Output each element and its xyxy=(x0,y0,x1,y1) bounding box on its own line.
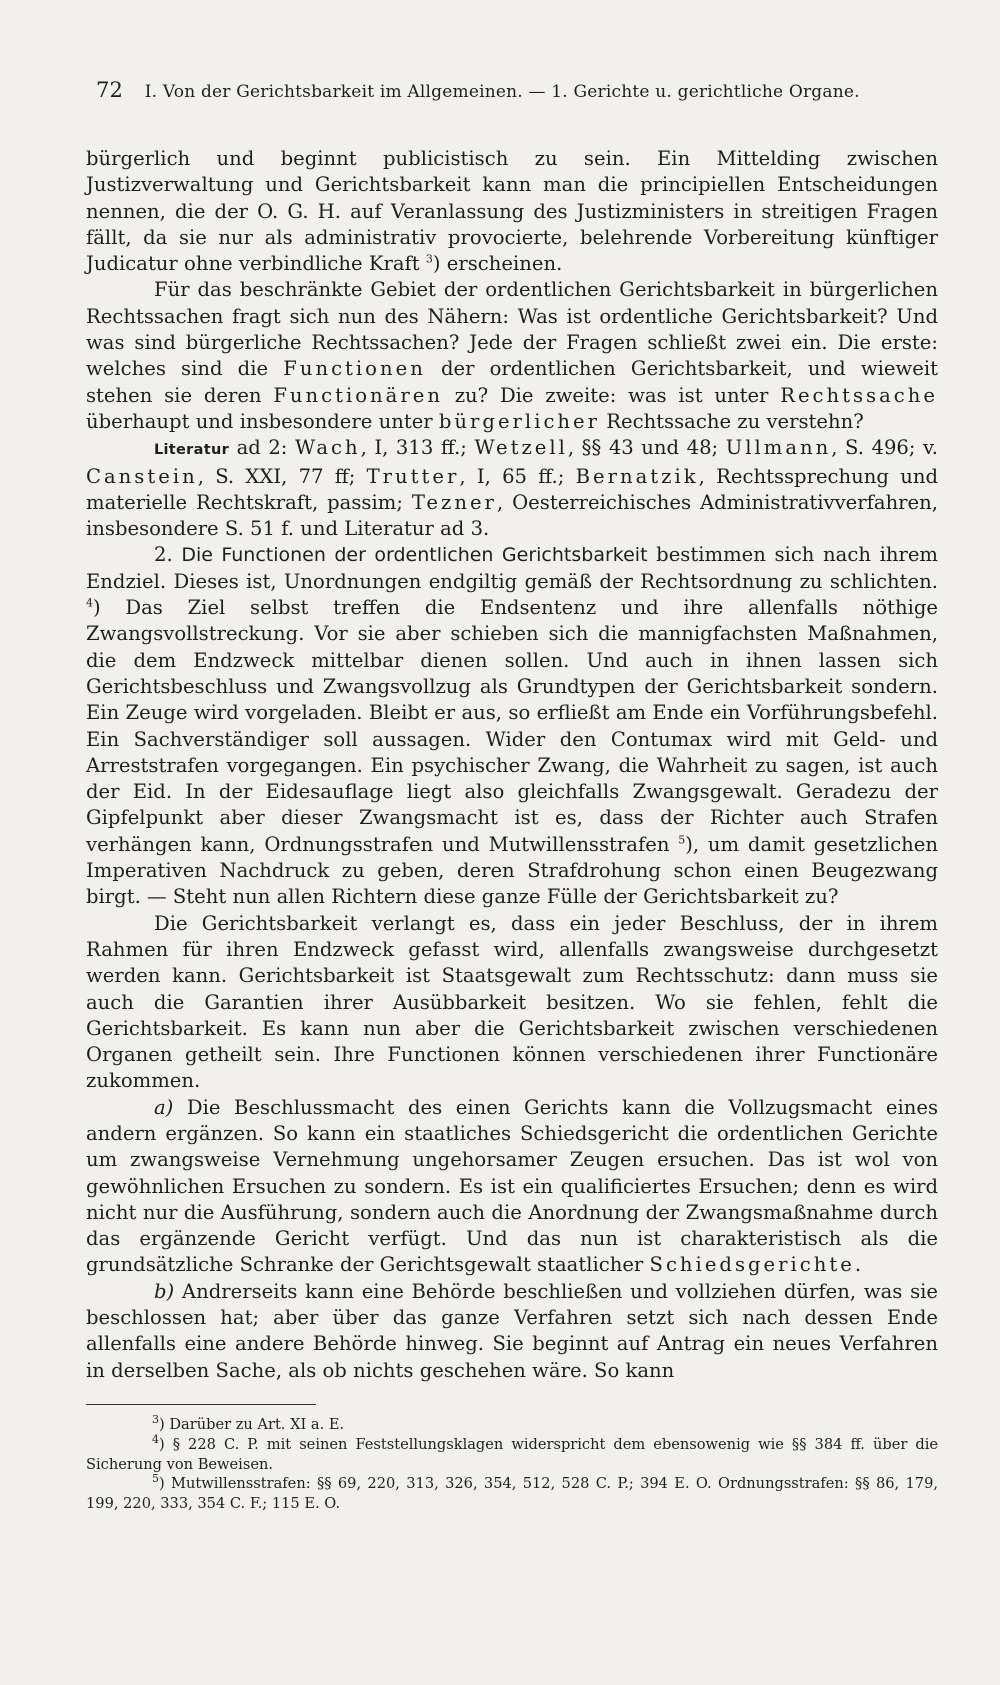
text-run: 2. xyxy=(154,543,182,567)
footnotes xyxy=(86,1415,938,1514)
paragraph xyxy=(86,542,938,910)
sp-text: Rechtssache xyxy=(780,383,938,407)
sp-text: Trutter xyxy=(366,464,460,488)
text-run: , S. 496; v. xyxy=(831,436,938,460)
lit-label-text: Literatur xyxy=(154,442,230,459)
text-run: ) erscheinen. xyxy=(432,252,563,276)
text-run: ) § 228 C. P. mit seinen Feststellungsklagen widerspricht dem ebensowenig wie §§ 384 ff. über die Sicherung von Beweisen. xyxy=(86,1435,938,1473)
footnote-marker: 5 xyxy=(678,833,686,847)
it-text: a) xyxy=(154,1095,174,1119)
running-header xyxy=(96,78,938,102)
footnote-marker: 5 xyxy=(152,1472,159,1486)
paragraph xyxy=(86,1095,938,1279)
text-run: ad 2: xyxy=(229,436,295,460)
paragraph xyxy=(86,146,938,277)
page-number: 72 xyxy=(96,78,124,102)
text-run: überhaupt und insbesondere unter xyxy=(86,409,439,433)
sp-text: Functionären xyxy=(273,383,443,407)
sp-text: Tezner xyxy=(411,490,497,514)
running-title: I. Von der Gerichtsbarkeit im Allgemeinen. — 1. Gerichte u. gerichtliche Organe. xyxy=(144,82,860,102)
text-run: ) Mutwillensstrafen: §§ 69, 220, 313, 326, 354, 512, 528 C. P.; 394 E. O. Ordnungsstrafen: §§ 86, 179, 199, 220, 333, 354 C. F.; 115 E. O. xyxy=(86,1475,938,1513)
text-run: ) Das Ziel selbst treffen die Endsentenz und ihre allenfalls nöthige Zwangsvollstreckung. Vor sie aber schieben sich die mannigfachsten Maßnahmen, die dem Endzweck mittelbar dienen sollen. Und auch in ihnen lassen sich Gerichtsbeschluss und Zwangsvollzug als Grundtypen der Gerichtsbarkeit sondern. Ein Zeuge wird vorgeladen. Bleibt er aus, so erfließt am Ende ein Vorführungsbefehl. Ein Sachverständiger soll aussagen. Wider den Contumax wird mit Geld- und Arreststrafen vorgegangen. Ein psychischer Zwang, die Wahrheit zu sagen, ist auch der Eid. In der Eidesauflage liegt also gleichfalls Zwangsgewalt. Geradezu der Gipfelpunkt aber dieser Zwangsmacht ist es, dass der Richter auch Strafen verhängen kann, Ordnungsstrafen und Mutwillensstrafen xyxy=(86,596,938,856)
footnote-marker: 4 xyxy=(152,1432,159,1446)
text-run: , Rechtssprechung und materielle Rechtskraft, passim; xyxy=(86,464,938,514)
sp-text: Ullmann xyxy=(725,436,832,460)
text-run: Andrerseits kann eine Behörde beschließen und vollziehen dürfen, was sie beschlossen hat; aber über das ganze Verfahren setzt sich nach dessen Ende allenfalls eine andere Behörde hinweg. Sie beginnt auf Antrag ein neues Verfahren in derselben Sache, als ob nichts geschehen wäre. So kann xyxy=(86,1279,938,1382)
sp-text: bürgerlicher xyxy=(438,409,601,433)
text-run: , S. XXI, 77 ff; xyxy=(197,464,367,488)
sec-head-text: Die Functionen der ordentlichen Gerichtsbarkeit xyxy=(181,544,648,567)
footnote xyxy=(86,1474,938,1514)
sp-text: Bernatzik xyxy=(575,464,699,488)
text-run: bestimmen sich nach ihrem Endziel. Dieses ist, Unordnungen endgiltig gemäß der Rechtsordnung zu schlichten. xyxy=(86,543,938,593)
text-run: der ordentlichen Gerichtsbarkeit, und wieweit stehen sie deren xyxy=(86,357,938,407)
sp-text: Wach xyxy=(294,436,361,460)
footnote-rule xyxy=(86,1404,316,1405)
sp-text: Wetzell xyxy=(474,436,568,460)
footnote-marker: 3 xyxy=(152,1413,159,1427)
sp-text: Schiedsgerichte xyxy=(649,1253,855,1277)
text-run: ) Darüber zu Art. XI a. E. xyxy=(159,1415,345,1433)
footnote-marker: 4 xyxy=(86,596,93,610)
text-run: zu? Die zweite: was ist unter xyxy=(442,383,781,407)
paragraph xyxy=(86,1279,938,1384)
footnote-marker: 3 xyxy=(425,252,433,266)
literature-note xyxy=(86,435,938,542)
paragraph xyxy=(86,911,938,1095)
paragraph xyxy=(86,277,938,435)
text-run: , Oesterreichisches Administrativverfahren, insbesondere S. 51 f. und Literatur ad 3. xyxy=(86,490,938,541)
body-text xyxy=(86,146,938,1384)
footnote xyxy=(86,1415,938,1435)
footnote xyxy=(86,1432,938,1475)
it-text: b) xyxy=(154,1279,175,1303)
text-run: Rechtssache zu verstehn? xyxy=(600,409,864,433)
text-run: , I, 65 ff.; xyxy=(459,464,576,488)
text-run: , I, 313 ff.; xyxy=(360,436,475,460)
text-run: . xyxy=(854,1253,862,1277)
text-run: bürgerlich und beginnt publicistisch zu sein. Ein Mittelding zwischen Justizverwaltung und Gerichtsbarkeit kann man die principiellen Entscheidungen nennen, die der O. G. H. auf Veranlassung des Justizministers in streitigen Fragen fällt, da sie nur als administrativ provocierte, belehrende Vorbereitung künftiger Judicatur ohne verbindliche Kraft xyxy=(86,147,938,276)
text-run: , §§ 43 und 48; xyxy=(567,436,726,460)
text-run: Für das beschränkte Gebiet der ordentlichen Gerichtsbarkeit in bürgerlichen Rechtssachen fragt sich nun des Nähern: Was ist ordentliche Gerichtsbarkeit? Und was sind bürgerliche Rechtssachen? Jede der Fragen schließt zwei ein. Die erste: welches sind die xyxy=(86,278,938,381)
text-run: Die Beschlussmacht des einen Gerichts kann die Vollzugsmacht eines andern ergänzen. So kann ein staatliches Schiedsgericht die ordentlichen Gerichte um zwangsweise Vernehmung ungehorsamer Zeugen ersuchen. Das ist wol von gewöhnlichen Ersuchen zu sondern. Es ist ein qualificiertes Ersuchen; denn es wird nicht nur die Ausführung, sondern auch die Anordnung der Zwangsmaßnahme durch das ergänzende Gericht verfügt. Und das nun ist charakteristisch als die grundsätzliche Schranke der Gerichtsgewalt staatlicher xyxy=(86,1095,938,1277)
sp-text: Canstein xyxy=(86,464,198,488)
sp-text: Functionen xyxy=(283,357,426,381)
text-run: Die Gerichtsbarkeit verlangt es, dass ein jeder Beschluss, der in ihrem Rahmen für ihren Endzweck gefasst wird, allenfalls zwangsweise durchgesetzt werden kann. Gerichtsbarkeit ist Staatsgewalt zum Rechtsschutz: dann muss sie auch die Garantien ihrer Ausübbarkeit besitzen. Wo sie fehlen, fehlt die Gerichtsbarkeit. Es kann nun aber die Gerichtsbarkeit zwischen verschiedenen Organen getheilt sein. Ihre Functionen können verschiedenen ihrer Functionäre zukommen. xyxy=(86,911,938,1093)
text-run: ), um damit gesetzlichen Imperativen Nachdruck zu geben, deren Strafdrohung schon einen Beugezwang birgt. — Steht nun allen Richtern diese ganze Fülle der Gerichtsbarkeit zu? xyxy=(86,832,938,909)
